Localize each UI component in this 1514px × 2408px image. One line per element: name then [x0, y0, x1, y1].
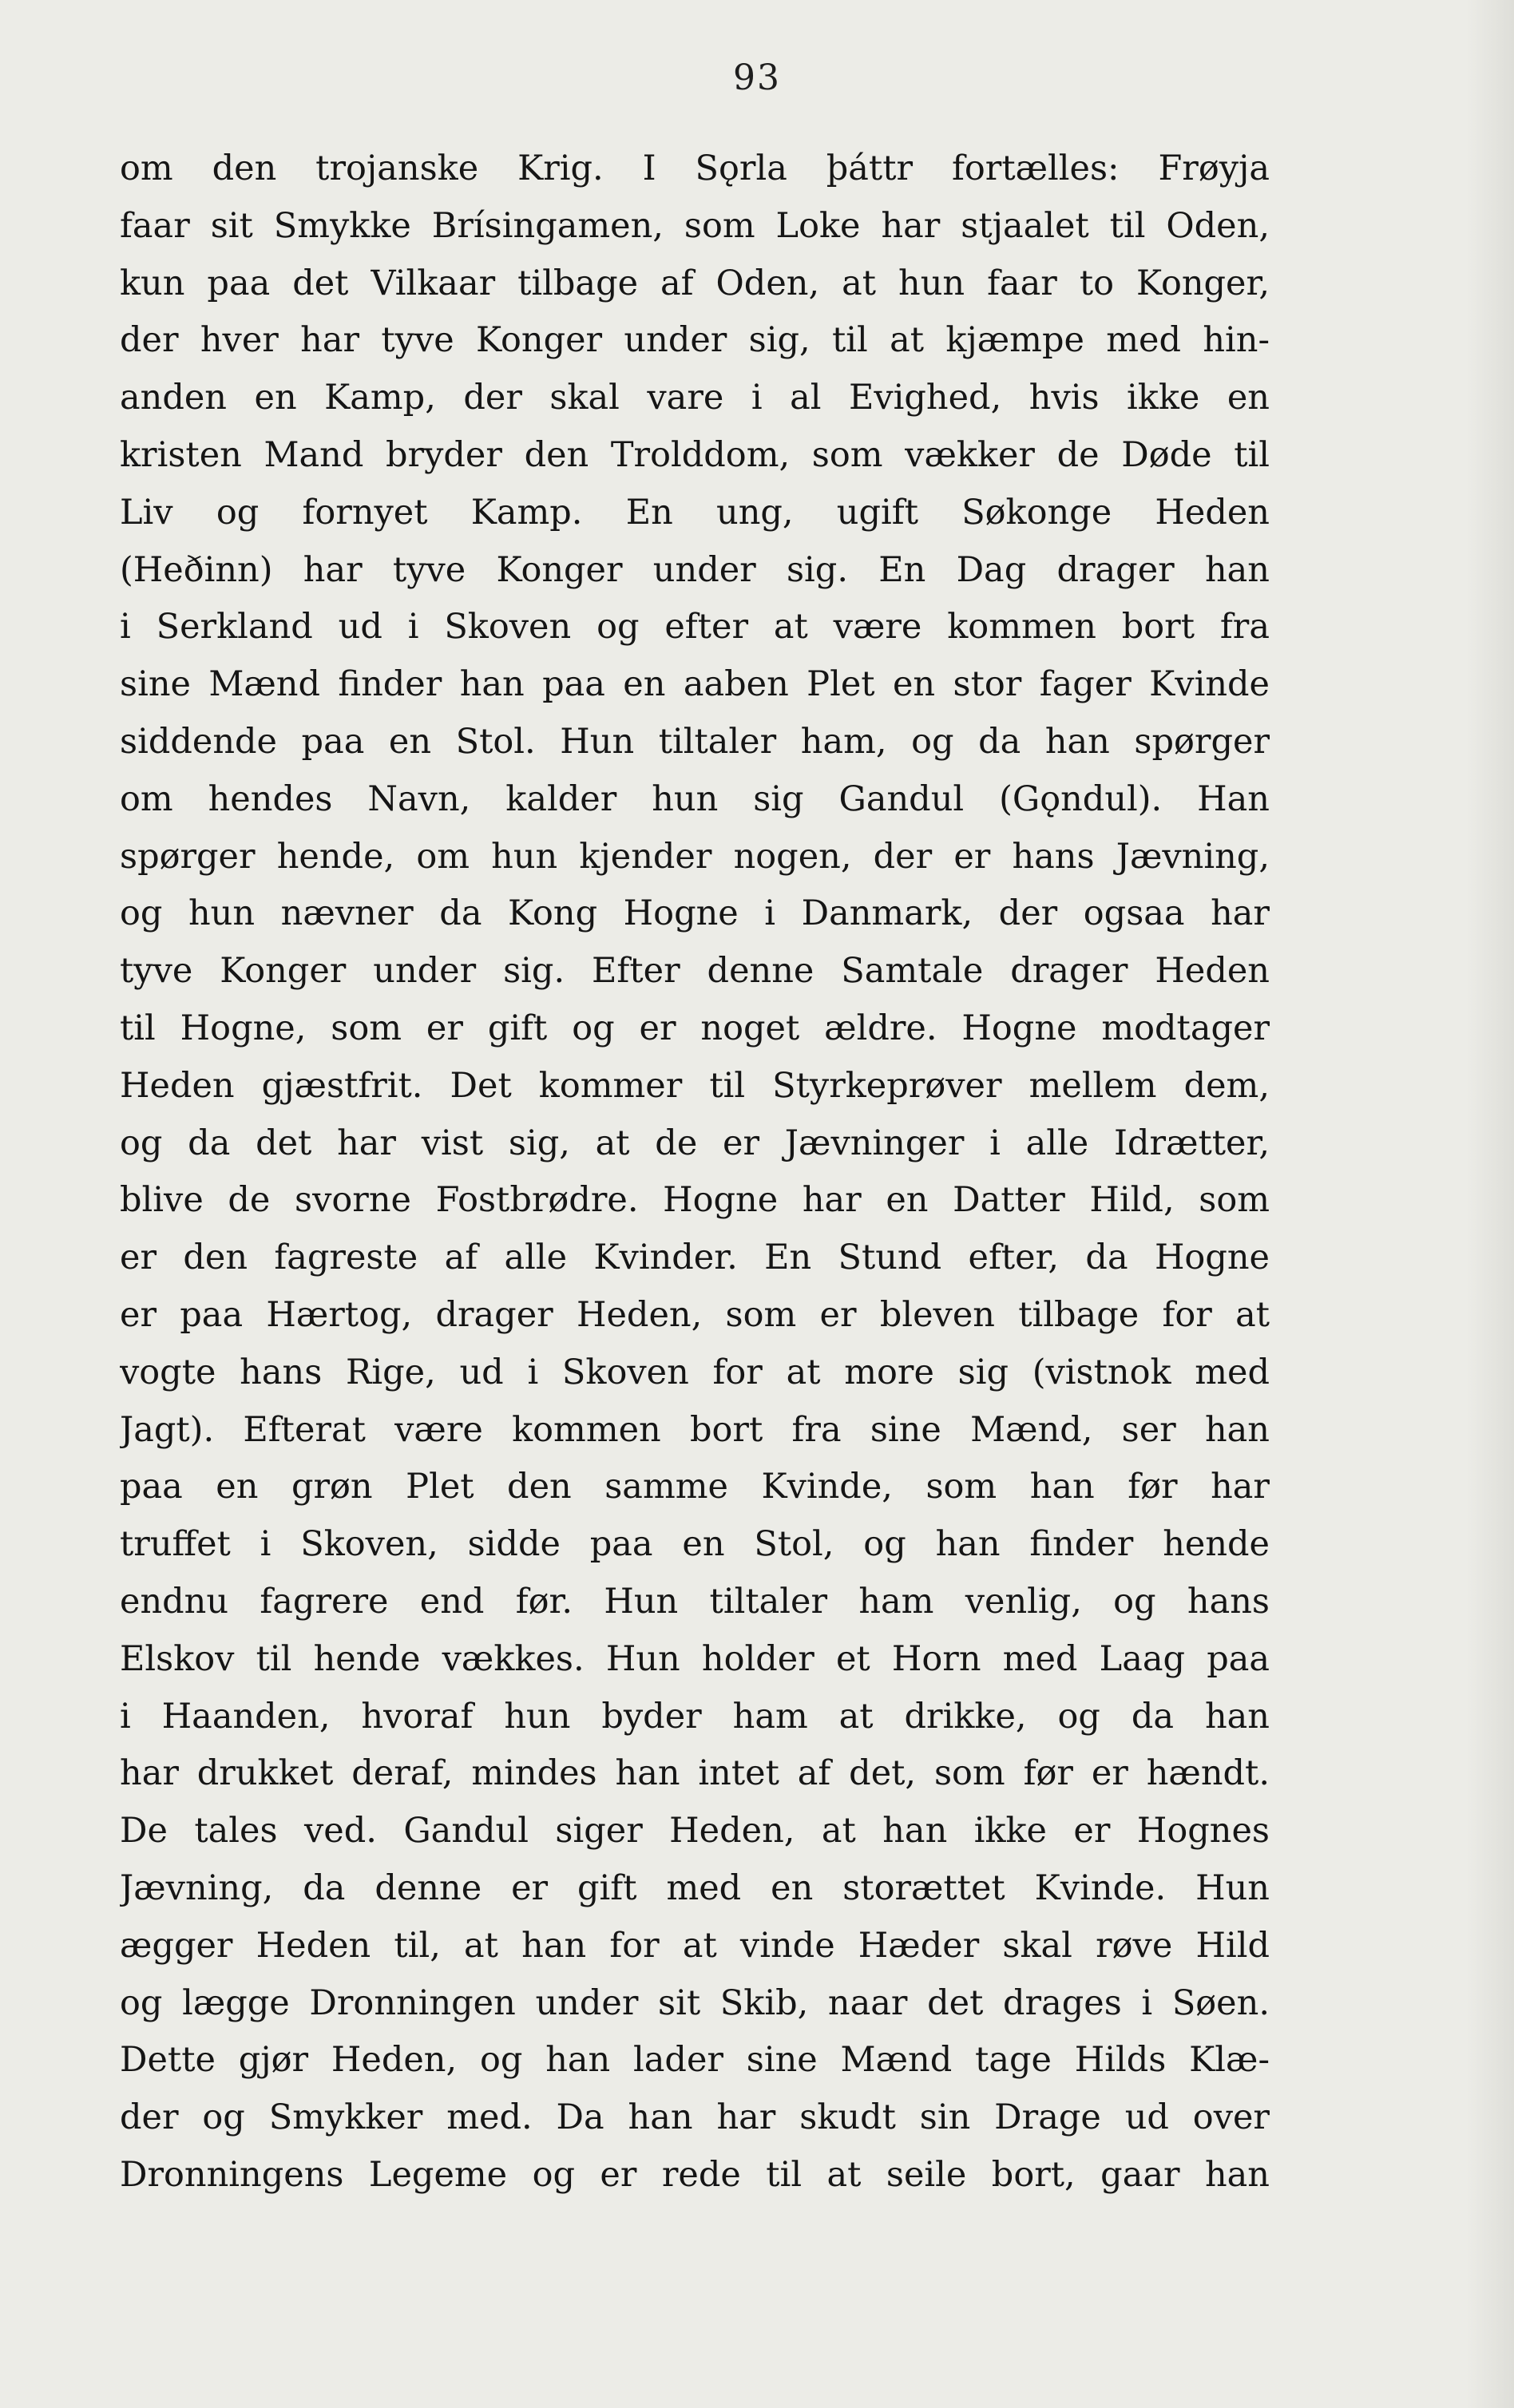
body-text: [120, 141, 1270, 2204]
text-line: til Hogne, som er gift og er noget ældre. Hogne modtager: [120, 1008, 1270, 1048]
text-line: har drukket deraf, mindes han intet af det, som før er hændt.: [120, 1753, 1270, 1794]
text-line: og da det har vist sig, at de er Jævninger i alle Idrætter,: [120, 1123, 1270, 1163]
page-edge-shadow: [1466, 0, 1514, 2408]
text-line: om hendes Navn, kalder hun sig Gandul (Gǫndul). Han: [120, 778, 1270, 819]
text-line: Dronningens Legeme og er rede til at seile bort, gaar han: [120, 2154, 1270, 2195]
page-number: 93: [733, 57, 781, 98]
text-line: (Heðinn) har tyve Konger under sig. En Dag drager han: [120, 549, 1270, 590]
text-line: faar sit Smykke Brísingamen, som Loke har stjaalet til Oden,: [120, 205, 1270, 246]
text-line: og lægge Dronningen under sit Skib, naar det drages i Søen.: [120, 1982, 1270, 2023]
text-line: er den fagreste af alle Kvinder. En Stund efter, da Hogne: [120, 1238, 1270, 1278]
text-line: Elskov til hende vækkes. Hun holder et Horn med Laag paa: [120, 1638, 1270, 1679]
text-line: i Haanden, hvoraf hun byder ham at drikke, og da han: [120, 1696, 1270, 1737]
text-line: ægger Heden til, at han for at vinde Hæder skal røve Hild: [120, 1925, 1270, 1966]
text-line: truffet i Skoven, sidde paa en Stol, og han finder hende: [120, 1524, 1270, 1565]
text-line: Liv og fornyet Kamp. En ung, ugift Søkonge Heden: [120, 492, 1270, 533]
text-line: der og Smykker med. Da han har skudt sin Drage ud over: [120, 2097, 1270, 2138]
text-line: der hver har tyve Konger under sig, til at kjæmpe med hin-: [120, 320, 1270, 361]
text-line: Heden gjæstfrit. Det kommer til Styrkeprøver mellem dem,: [120, 1065, 1270, 1106]
text-line: om den trojanske Krig. I Sǫrla þáttr fortælles: Frøyja: [120, 149, 1270, 188]
text-line: kristen Mand bryder den Trolddom, som vækker de Døde til: [120, 434, 1270, 475]
text-line: anden en Kamp, der skal vare i al Evighed, hvis ikke en: [120, 378, 1270, 418]
text-line: tyve Konger under sig. Efter denne Samtale drager Heden: [120, 951, 1270, 992]
text-line: og hun nævner da Kong Hogne i Danmark, der ogsaa har: [120, 893, 1270, 934]
text-line: Jævning, da denne er gift med en storættet Kvinde. Hun: [120, 1867, 1270, 1908]
text-line: spørger hende, om hun kjender nogen, der er hans Jævning,: [120, 836, 1270, 877]
text-line: Dette gjør Heden, og han lader sine Mænd tage Hilds Klæ-: [120, 2040, 1270, 2081]
text-line: Jagt). Efterat være kommen bort fra sine Mænd, ser han: [120, 1409, 1270, 1450]
text-line: endnu fagrere end før. Hun tiltaler ham venlig, og hans: [120, 1581, 1270, 1622]
text-line: vogte hans Rige, ud i Skoven for at more sig (vistnok med: [120, 1352, 1270, 1392]
text-line: i Serkland ud i Skoven og efter at være kommen bort fra: [120, 607, 1270, 648]
text-line: paa en grøn Plet den samme Kvinde, som han før har: [120, 1467, 1270, 1507]
text-line: er paa Hærtog, drager Heden, som er bleven tilbage for at: [120, 1294, 1270, 1335]
text-line: sine Mænd finder han paa en aaben Plet en stor fager Kvinde: [120, 664, 1270, 705]
text-line: kun paa det Vilkaar tilbage af Oden, at hun faar to Konger,: [120, 263, 1270, 303]
text-line: siddende paa en Stol. Hun tiltaler ham, og da han spørger: [120, 721, 1270, 762]
text-line: blive de svorne Fostbrødre. Hogne har en Datter Hild, som: [120, 1180, 1270, 1221]
text-line: De tales ved. Gandul siger Heden, at han ikke er Hognes: [120, 1811, 1270, 1852]
